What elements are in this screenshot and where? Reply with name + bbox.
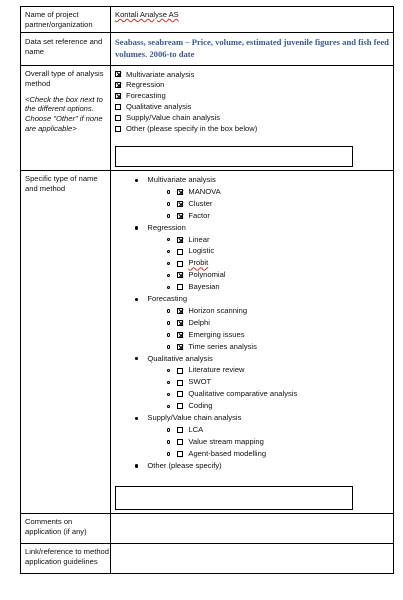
bullet-circle bbox=[167, 428, 170, 431]
method-group-label: Other (please specify) bbox=[147, 460, 222, 470]
checkbox[interactable] bbox=[177, 403, 183, 409]
checkbox[interactable] bbox=[177, 439, 183, 445]
bullet-dot bbox=[135, 464, 138, 467]
checkbox[interactable] bbox=[177, 368, 183, 374]
overall-option-label: Qualitative analysis bbox=[126, 102, 192, 112]
row-comments bbox=[21, 514, 393, 544]
bullet-circle bbox=[167, 405, 170, 408]
method-group bbox=[135, 175, 216, 186]
method-item-label: MANOVA bbox=[188, 186, 221, 196]
method-item-label: Probit bbox=[188, 258, 209, 268]
checkbox[interactable] bbox=[177, 320, 183, 326]
bullet-circle bbox=[167, 202, 170, 205]
checkbox[interactable] bbox=[177, 427, 183, 433]
overall-hint: <Check the box next to the different options. Choose "Other" if none are applicable> bbox=[25, 94, 103, 133]
overall-option-label: Regression bbox=[126, 80, 165, 90]
method-item bbox=[167, 282, 220, 293]
checkbox[interactable] bbox=[177, 189, 183, 195]
bullet-circle bbox=[167, 333, 170, 336]
method-item-label: Cluster bbox=[188, 198, 213, 208]
method-item bbox=[167, 342, 257, 353]
checkbox[interactable] bbox=[177, 451, 183, 457]
overall-option-label: Forecasting bbox=[126, 91, 166, 101]
checkbox[interactable] bbox=[115, 82, 121, 88]
method-item-label: Bayesian bbox=[188, 282, 220, 292]
method-item bbox=[167, 258, 208, 269]
method-item-label: Time series analysis bbox=[188, 341, 257, 351]
method-group bbox=[135, 461, 222, 472]
checkbox[interactable] bbox=[115, 115, 121, 121]
overall-option-label: Other (please specify in the box below) bbox=[126, 124, 258, 133]
bullet-circle bbox=[167, 440, 170, 443]
bullet-dot bbox=[135, 298, 138, 301]
checkbox[interactable] bbox=[177, 344, 183, 350]
method-item bbox=[167, 365, 245, 376]
row-link bbox=[21, 544, 393, 575]
method-item-label: Value stream mapping bbox=[188, 436, 264, 446]
checkbox[interactable] bbox=[177, 284, 183, 290]
overall-option bbox=[115, 102, 389, 113]
label-link: Link/reference to method application guidelines bbox=[25, 547, 110, 566]
bullet-circle bbox=[167, 238, 170, 241]
overall-option-label: Supply/Value chain analysis bbox=[126, 113, 220, 123]
checkbox[interactable] bbox=[177, 261, 183, 267]
overall-option bbox=[115, 69, 389, 80]
method-item bbox=[167, 199, 212, 210]
bullet-dot bbox=[135, 417, 138, 420]
method-item-label: LCA bbox=[188, 424, 204, 434]
checkbox[interactable] bbox=[177, 332, 183, 338]
checkbox[interactable] bbox=[177, 380, 183, 386]
checkbox[interactable] bbox=[177, 249, 183, 255]
method-item-label: Linear bbox=[188, 234, 210, 244]
row-overall bbox=[21, 66, 393, 171]
method-item-label: Coding bbox=[188, 401, 213, 411]
value-dataset: Seabass, seabream – Price, volume, estimated juvenile figures and fish feed volumes. 2006-to date bbox=[115, 37, 389, 59]
label-overall bbox=[25, 69, 109, 134]
label-partner: Name of project partner/organization bbox=[25, 10, 93, 29]
method-group bbox=[135, 354, 213, 365]
overall-option bbox=[115, 91, 389, 102]
overall-option-label: Multivariate analysis bbox=[126, 69, 195, 79]
bullet-circle bbox=[167, 274, 170, 277]
bullet-dot bbox=[135, 226, 138, 229]
bullet-circle bbox=[167, 393, 170, 396]
method-group-label: Multivariate analysis bbox=[147, 175, 216, 184]
checkbox[interactable] bbox=[115, 71, 121, 77]
bullet-circle bbox=[167, 190, 170, 193]
checkbox[interactable] bbox=[177, 237, 183, 243]
method-item-label: Logistic bbox=[188, 246, 215, 256]
label-specific: Specific type of name and method bbox=[25, 174, 98, 193]
method-item-label: Literature review bbox=[188, 365, 245, 375]
bullet-dot bbox=[135, 357, 138, 360]
label-dataset: Data set reference and name bbox=[25, 37, 103, 56]
method-group bbox=[135, 294, 187, 305]
label-comments: Comments on application (if any) bbox=[25, 517, 87, 536]
method-item bbox=[167, 449, 266, 460]
row-specific bbox=[21, 171, 393, 514]
method-group-label: Forecasting bbox=[147, 294, 188, 303]
overall-other-input[interactable] bbox=[115, 146, 353, 167]
checkbox[interactable] bbox=[115, 126, 121, 132]
method-item-label: Emerging issues bbox=[188, 329, 245, 339]
checkbox[interactable] bbox=[177, 308, 183, 314]
method-item-label: Agent-based modelling bbox=[188, 448, 267, 458]
overall-label-text: Overall type of analysis method bbox=[25, 69, 104, 88]
checkbox[interactable] bbox=[115, 104, 121, 110]
bullet-circle bbox=[167, 309, 170, 312]
method-form-table bbox=[20, 6, 394, 574]
overall-option bbox=[115, 80, 389, 91]
method-item bbox=[167, 235, 210, 246]
checkbox[interactable] bbox=[177, 272, 183, 278]
method-item bbox=[167, 389, 297, 400]
bullet-circle bbox=[167, 321, 170, 324]
value-partner bbox=[115, 10, 389, 20]
bullet-circle bbox=[167, 369, 170, 372]
partner-name: Kontali Analyse AS bbox=[115, 10, 179, 19]
bullet-circle bbox=[167, 345, 170, 348]
checkbox[interactable] bbox=[177, 201, 183, 207]
checkbox[interactable] bbox=[177, 391, 183, 397]
overall-option bbox=[115, 113, 389, 124]
bullet-circle bbox=[167, 452, 170, 455]
method-item-label: Qualitative comparative analysis bbox=[188, 389, 298, 399]
row-partner bbox=[21, 7, 393, 33]
method-item bbox=[167, 246, 214, 257]
method-group-label: Regression bbox=[147, 222, 186, 232]
row-dataset bbox=[21, 33, 393, 66]
method-item-label: SWOT bbox=[188, 377, 212, 387]
method-group bbox=[135, 413, 241, 424]
method-item bbox=[167, 306, 247, 317]
method-item bbox=[167, 187, 221, 198]
method-item bbox=[167, 330, 245, 341]
overall-option bbox=[115, 123, 389, 134]
method-item bbox=[167, 425, 203, 436]
overall-options bbox=[115, 69, 389, 134]
bullet-circle bbox=[167, 286, 170, 289]
method-group bbox=[135, 223, 186, 234]
checkbox[interactable] bbox=[115, 93, 121, 99]
bullet-circle bbox=[167, 262, 170, 265]
bullet-circle bbox=[167, 381, 170, 384]
method-item bbox=[167, 270, 226, 281]
bullet-circle bbox=[167, 250, 170, 253]
method-group-label: Supply/Value chain analysis bbox=[147, 413, 242, 422]
method-item bbox=[167, 318, 210, 329]
method-item-label: Factor bbox=[188, 210, 210, 220]
bullet-dot bbox=[135, 179, 138, 182]
checkbox[interactable] bbox=[177, 213, 183, 219]
method-item bbox=[167, 211, 210, 222]
method-item-label: Delphi bbox=[188, 317, 210, 327]
method-item bbox=[167, 401, 212, 412]
method-group-label: Qualitative analysis bbox=[147, 353, 213, 363]
bullet-circle bbox=[167, 214, 170, 217]
method-item bbox=[167, 437, 264, 448]
method-item-label: Horizon scanning bbox=[188, 305, 248, 315]
specific-other-input[interactable] bbox=[115, 486, 353, 510]
method-item-label: Polynomial bbox=[188, 270, 226, 280]
method-item bbox=[167, 377, 211, 388]
